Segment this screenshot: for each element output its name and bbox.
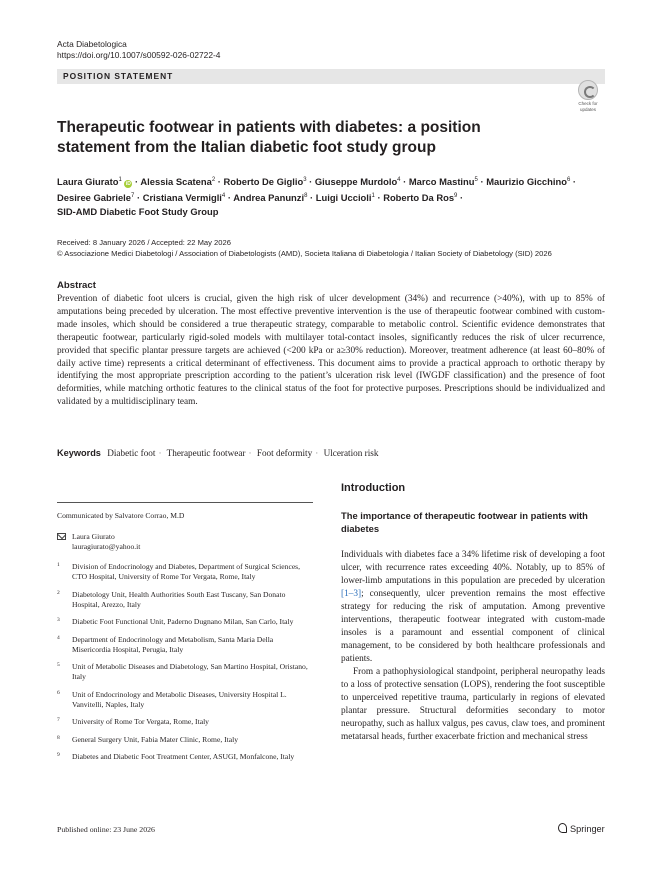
affiliation: 9 Diabetes and Diabetic Foot Treatment Center, ASUGI, Monfalcone, Italy — [57, 752, 295, 761]
keyword[interactable]: Foot deformity — [256, 448, 313, 458]
badge-line2: updates — [579, 107, 596, 112]
paragraph-2: From a pathophysiological standpoint, peripheral neuropathy leads to a loss of protective sensation (LOPS), rendering the foot susceptible to unperceived repetitive trauma, particularly in regions of elevated plantar pressure. Structural deformities secondary to motor neuropathy, such as hallux valgus, pes cavus, claw toes, and prominent metatarsal heads, further exacerbate friction and mechanical stress — [341, 667, 605, 742]
check-for-updates-icon — [578, 80, 598, 100]
author-name[interactable]: Alessia Scatena — [140, 176, 212, 187]
front-matter-notes — [57, 502, 313, 770]
introduction-section — [341, 482, 605, 744]
corresponding-email[interactable]: lauragiurato@yahoo.it — [72, 542, 141, 551]
affiliation: 4 Department of Endocrinology and Metabolism, Santa Maria Della Misericordia Hospital, Perugia, Italy — [57, 634, 274, 654]
envelope-icon — [57, 533, 66, 540]
author-name[interactable]: Roberto De Giglio — [223, 176, 304, 187]
author-name[interactable]: Roberto Da Ros — [383, 192, 455, 203]
divider — [57, 502, 313, 503]
author-name[interactable]: Laura Giurato — [57, 176, 119, 187]
journal-name: Acta Diabetologica — [57, 39, 127, 49]
published-date: Published online: 23 June 2026 — [57, 825, 155, 834]
author-name[interactable]: Cristiana Vermigli — [142, 192, 222, 203]
citation-link[interactable]: [1–3] — [341, 589, 362, 599]
article-dates — [57, 237, 617, 259]
introduction-subheading: The importance of therapeutic footwear in patients with diabetes — [341, 510, 588, 534]
corresponding-name: Laura Giurato — [72, 532, 115, 541]
affiliation: 1 Division of Endocrinology and Diabetes, Department of Surgical Sciences, CTO Hospital, University of Rome Tor Vergata, Rome, Italy — [57, 562, 301, 581]
journal-header — [57, 39, 220, 61]
author-name[interactable]: Marco Mastinu — [408, 176, 475, 187]
introduction-body — [341, 549, 605, 744]
abstract-text: Prevention of diabetic foot ulcers is crucial, given the high risk of ulcer development (34%) and recurrence (>40%), with up to 85% of amputations being preceded by ulceration. The most effective preventive intervention is the use of therapeutic footwear combined with custom-made insoles, which should be considered a true therapeutic strategy, comparable to metabolic control. Scientific evidence demonstrates that therapeutic footwear, particularly rigid-soled models with multilayer total-contact insoles, significantly reduces the risk of ulcer recurrence, provided that specific plantar pressure targets are achieved (<200 kPa or a≥30% reduction). Moreover, treatment adherence (at least 60–80% of daily active time) represents a critical determinant of effectiveness. This document aims to provide a practical approach to orthotic therapy by identifying the most appropriate prescription according to the patient’s ulceration risk level (IWGDF classification) and the presence of foot deformities, while matching orthotic features to the clinical status of the foot for protective purposes. Prescriptions should be individualized and validated by a multidisciplinary team. — [57, 294, 605, 408]
badge-line1: Check for — [578, 101, 598, 106]
author-group: SID-AMD Diabetic Foot Study Group — [57, 206, 219, 217]
affiliation: 3 Diabetic Foot Functional Unit, Paderno Dugnano Milan, San Carlo, Italy — [57, 617, 294, 626]
affiliation: 8 General Surgery Unit, Fabia Mater Clinic, Rome, Italy — [57, 734, 239, 744]
copyright-notice: © Associazione Medici Diabetologi / Association of Diabetologists (AMD), Societa Italiana di Diabetologia / Italian Society of Diabetology (SID) 2026 — [57, 249, 552, 258]
section-label-bar — [57, 69, 605, 84]
paragraph-1: Individuals with diabetes face a 34% lifetime risk of developing a foot ulcer, with recurrence rates exceeding 40%. Notably, up to 85% of lower-limb amputations in this population are preceded by ulceration [1–3]; consequently, ulcer prevention remains the most effective strategy for reducing the risk of amputation. Among preventive interventions, therapeutic footwear integrated with custom-made insoles is a paramount and essential component of clinical management, to be considered by both healthcare professionals and patients. — [341, 550, 605, 664]
author-name[interactable]: Desiree Gabriele — [57, 192, 132, 203]
publisher-name: Springer — [570, 824, 605, 834]
springer-horse-icon — [558, 823, 567, 833]
check-for-updates-badge[interactable] — [572, 80, 604, 114]
orcid-icon[interactable]: iD — [125, 181, 131, 187]
keyword[interactable]: Ulceration risk — [323, 448, 379, 458]
received-accepted: Received: 8 January 2026 / Accepted: 22 May 2026 — [57, 238, 231, 247]
keywords: Keywords Diabetic foot · Therapeutic footwear · Foot deformity · Ulceration risk — [57, 448, 379, 458]
affiliations — [57, 562, 313, 762]
section-label: POSITION STATEMENT — [63, 71, 174, 81]
abstract-heading: Abstract — [57, 280, 96, 291]
affiliation: 5 Unit of Metabolic Diseases and Diabetology, San Martino Hospital, Oristano, Italy — [57, 662, 308, 681]
author-name[interactable]: Luigi Uccioli — [315, 192, 372, 203]
journal-doi[interactable]: https://doi.org/10.1007/s00592-026-02722-4 — [57, 50, 221, 60]
author-name[interactable]: Giuseppe Murdolo — [314, 176, 398, 187]
introduction-heading: Introduction — [341, 482, 406, 494]
keyword[interactable]: Therapeutic footwear — [166, 448, 246, 458]
author-name[interactable]: Maurizio Gicchino — [486, 176, 567, 187]
keyword[interactable]: Diabetic foot — [107, 448, 156, 458]
affiliation: 2 Diabetology Unit, Health Authorities South East Tuscany, San Donato Hospital, Arezzo, Italy — [57, 589, 286, 609]
affiliation: 7 University of Rome Tor Vergata, Rome, Italy — [57, 717, 209, 726]
article-title: Therapeutic footwear in patients with diabetes: a position statement from the Italian diabetic foot study group — [57, 119, 481, 156]
keywords-label: Keywords — [57, 448, 101, 458]
publisher-logo — [558, 823, 605, 834]
author-list: Laura Giurato$^1$ iD · Alessia Scatena$^2$ · Roberto De Giglio$^3$ · Giuseppe Murdolo$^4$ · Marco Mastinu$^5$ · Maurizio Gicchino$^6$ · Desiree Gabriele$^7$ · Cristiana Vermigli$^4$ · Andrea Panunzi$^8$ · Luigi Uccioli$^1$ · Roberto Da Ros$^9$ · SID-AMD Diabetic Foot Study Group — [57, 176, 577, 217]
communicated-by: Communicated by Salvatore Corrao, M.D — [57, 511, 185, 520]
author-name[interactable]: Andrea Panunzi — [233, 192, 305, 203]
corresponding-author — [57, 532, 313, 552]
affiliation: 6 Unit of Endocrinology and Metabolic Diseases, University Hospital L. Vanvitelli, Naples, Italy — [57, 689, 287, 709]
